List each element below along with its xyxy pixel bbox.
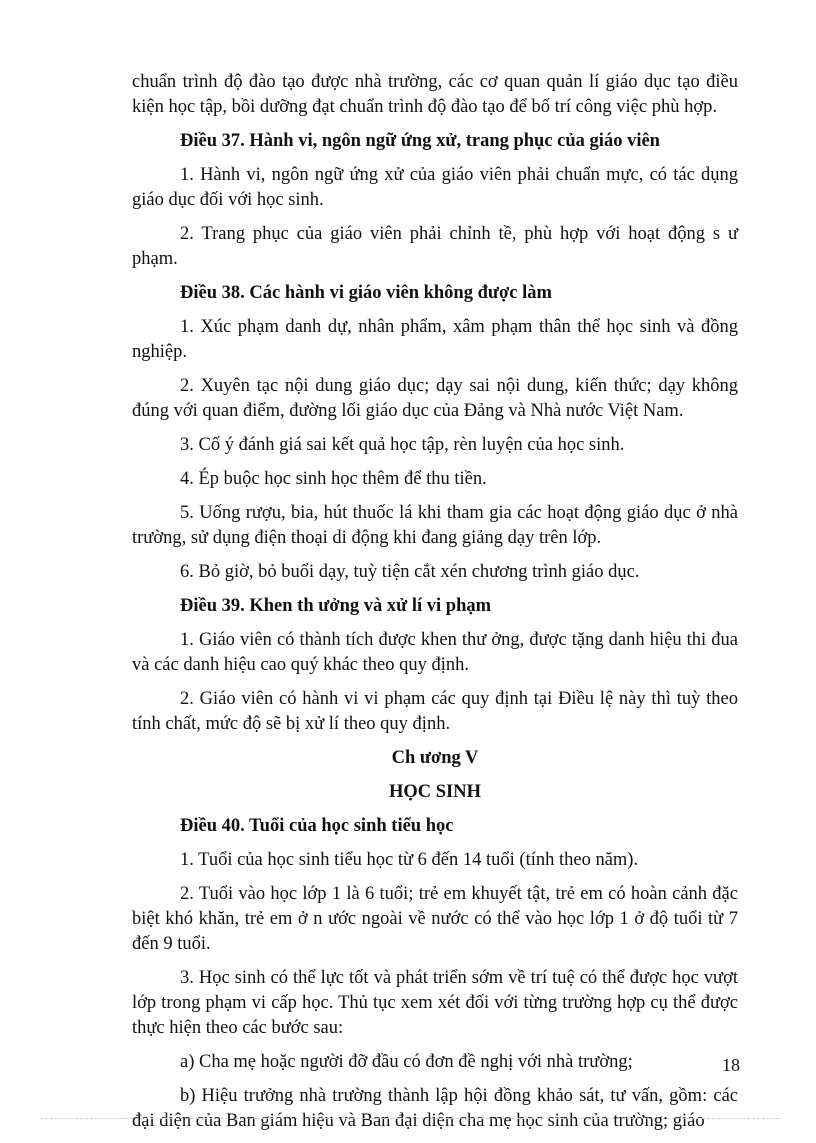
article-40-clause-3b: b) Hiệu trưởng nhà trường thành lập hội đồng khảo sát, tư vấn, gồm: các đại diện của Ban giám hiệu và Ban đại diện cha mẹ học sinh của trường; giáo (132, 1086, 738, 1131)
article-40-heading: Điều 40. Tuổi của học sinh tiểu học (180, 816, 454, 836)
article-37-clause-2: 2. Trang phục của giáo viên phải chỉnh tề, phù hợp với hoạt động s ư phạm. (132, 224, 738, 269)
article-40-clause-3: 3. Học sinh có thể lực tốt và phát triển sớm về trí tuệ có thể được học vượt lớp trong phạm vi cấp học. Thủ tục xem xét đối với từng trường hợp cụ thể được thực hiện theo các bước sau: (132, 968, 738, 1038)
article-39-clause-1: 1. Giáo viên có thành tích được khen thư ởng, được tặng danh hiệu thi đua và các danh hiệu cao quý khác theo quy định. (132, 630, 738, 675)
article-40-clause-2: 2. Tuổi vào học lớp 1 là 6 tuổi; trẻ em khuyết tật, trẻ em có hoàn cảnh đặc biệt khó khăn, trẻ em ở n ước ngoài về nước có thể vào học lớp 1 ở độ tuổi từ 7 đến 9 tuổi. (132, 884, 738, 954)
article-38-clause-3: 3. Cố ý đánh giá sai kết quả học tập, rèn luyện của học sinh. (180, 435, 625, 455)
article-37-heading: Điều 37. Hành vi, ngôn ngữ ứng xử, trang phục của giáo viên (180, 131, 660, 151)
article-38-clause-4: 4. Ép buộc học sinh học thêm để thu tiền. (180, 469, 487, 489)
chapter-number: Ch ương V (391, 748, 479, 768)
article-38-heading: Điều 38. Các hành vi giáo viên không được làm (180, 283, 552, 303)
article-37-clause-1: 1. Hành vi, ngôn ngữ ứng xử của giáo viên phải chuẩn mực, có tác dụng giáo dục đối với học sinh. (132, 165, 738, 210)
page-body (132, 70, 738, 1143)
article-38-clause-2: 2. Xuyên tạc nội dung giáo dục; dạy sai nội dung, kiến thức; dạy không đúng với quan điểm, đường lối giáo dục của Đảng và Nhà nước Việt Nam. (132, 376, 738, 421)
page-bottom-divider (40, 1118, 780, 1119)
article-39-heading: Điều 39. Khen th ưởng và xử lí vi phạm (180, 596, 492, 616)
article-38-clause-6: 6. Bỏ giờ, bỏ buổi dạy, tuỳ tiện cắt xén chương trình giáo dục. (180, 562, 640, 582)
article-38-clause-1: 1. Xúc phạm danh dự, nhân phẩm, xâm phạm thân thể học sinh và đồng nghiệp. (132, 317, 738, 362)
page-number: 18 (722, 1055, 740, 1075)
article-38-clause-5: 5. Uống rượu, bia, hút thuốc lá khi tham gia các hoạt động giáo dục ở nhà trường, sử dụng điện thoại di động khi đang giảng dạy trên lớp. (132, 503, 738, 548)
paragraph-continuation: chuẩn trình độ đào tạo được nhà trường, các cơ quan quản lí giáo dục tạo điều kiện học tập, bồi dưỡng đạt chuẩn trình độ đào tạo để bố trí công việc phù hợp. (132, 72, 738, 117)
article-39-clause-2: 2. Giáo viên có hành vi vi phạm các quy định tại Điều lệ này thì tuỳ theo tính chất, mức độ sẽ bị xử lí theo quy định. (132, 689, 738, 734)
article-40-clause-3a: a) Cha mẹ hoặc người đỡ đầu có đơn đề nghị với nhà trường; (180, 1052, 633, 1072)
article-40-clause-1: 1. Tuổi của học sinh tiểu học từ 6 đến 14 tuổi (tính theo năm). (180, 850, 639, 870)
chapter-title: HỌC SINH (388, 782, 481, 802)
